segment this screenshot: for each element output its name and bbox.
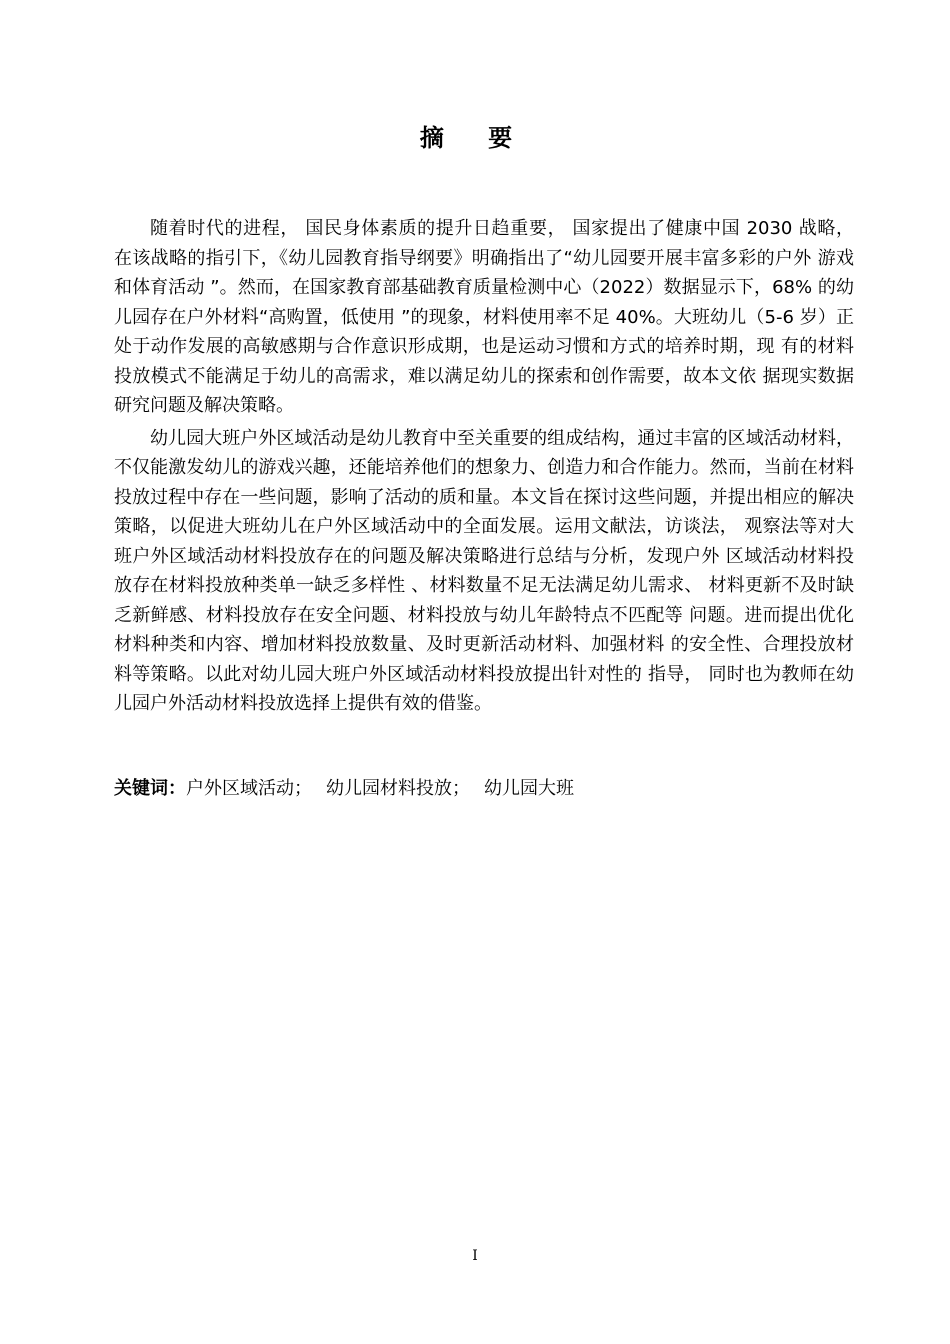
abstract-title: 摘 要	[419, 124, 531, 152]
keyword-item: 幼儿园材料投放；	[326, 778, 470, 799]
keywords-label: 关键词：	[114, 778, 186, 799]
keyword-item: 幼儿园大班	[484, 778, 574, 799]
keywords-line	[114, 774, 854, 804]
abstract-paragraph-2: 幼儿园大班户外区域活动是幼儿教育中至关重要的组成结构，通过丰富的区域活动材料，不仅能激发幼儿的游戏兴趣，还能培养他们的想象力、创造力和合作能力。然而，当前在材料投放过程中存在一些问题，影响了活动的质和量。本文旨在探讨这些问题，并提出相应的解决策略，以促进大班幼儿在户外区域活动中的全面发展。运用文献法，访谈法， 观察法等对大班户外区域活动材料投放存在的问题及解决策略进行总结与分析，发现户外 区域活动材料投放存在材料投放种类单一缺乏多样性 、材料数量不足无法满足幼儿需求、 材料更新不及时缺乏新鲜感、材料投放存在安全问题、材料投放与幼儿年龄特点不匹配等 问题。进而提出优化材料种类和内容、增加材料投放数量、及时更新活动材料、加强材料 的安全性、合理投放材料等策略。以此对幼儿园大班户外区域活动材料投放提出针对性的 指导， 同时也为教师在幼儿园户外活动材料投放选择上提供有效的借鉴。	[114, 427, 854, 714]
abstract-body	[114, 214, 854, 722]
keyword-item: 户外区域活动；	[186, 778, 312, 799]
abstract-paragraph-1: 随着时代的进程， 国民身体素质的提升日趋重要， 国家提出了健康中国 2030 战略， 在该战略的指引下，《幼儿园教育指导纲要》明确指出了“幼儿园要开展丰富多彩的户外 游戏和体育活动 ”。然而，在国家教育部基础教育质量检测中心（2022）数据显示下，68% 的幼儿园存在户外材料“高购置，低使用 ”的现象，材料使用率不足 40%。大班幼儿（5-6 岁）正处于动作发展的高敏感期与合作意识形成期，也是运动习惯和方式的培养时期，现 有的材料投放模式不能满足于幼儿的高需求，难以满足幼儿的探索和创作需要，故本文依 据现实数据研究问题及解决策略。	[114, 218, 854, 416]
page-number: I	[472, 1248, 478, 1264]
